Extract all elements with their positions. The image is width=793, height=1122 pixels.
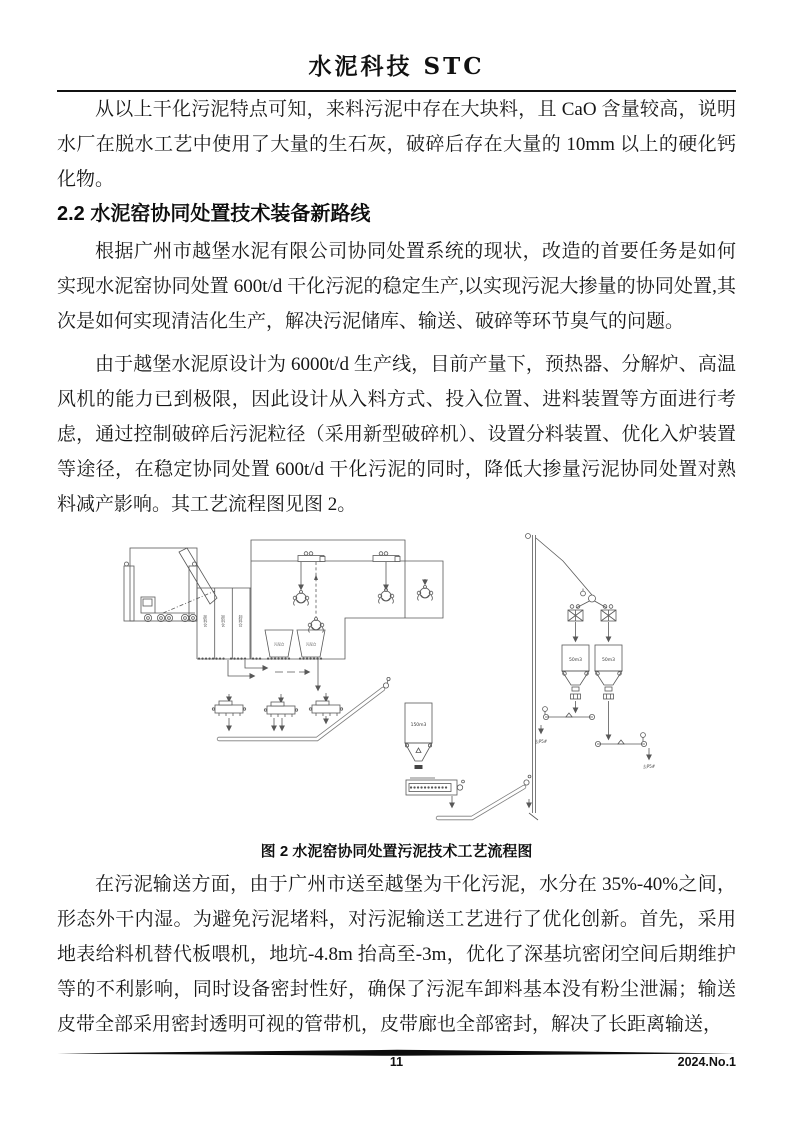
buffer-hopper-150m3	[405, 703, 432, 769]
distribution-system	[536, 538, 656, 769]
feed-bin-left	[562, 645, 589, 699]
buffer-hopper-label: 150m3	[410, 723, 427, 728]
paragraph-conveying: 在污泥输送方面，由于广州市送至越堡为干化污泥，水分在 35%-40%之间，形态外干内湿。为避免污泥堵料，对污泥输送工艺进行了优化创新。首先，采用地表给料机替代板喂机，地坑-4.8m 抬高至-3m，优化了深基坑密闭空间后期维护等的不利影响，同时设备密封性好，确保了污泥车卸料基本没有粉尘泄漏；输送皮带全部采用密封透明可视的管带机，皮带廊也全部密封，解决了长距离输送，	[57, 874, 736, 1035]
dosing-conveyor-left	[543, 713, 594, 720]
crane-trolley-2	[373, 552, 400, 562]
belt-feeder	[406, 778, 464, 807]
sludge-bin-2-label: 污泥仓	[305, 642, 317, 647]
rotary-feeder-right	[601, 605, 616, 621]
grab-bucket-icon	[293, 591, 309, 606]
footer-rule	[57, 1044, 736, 1052]
route-label-left: 去P5#	[534, 739, 548, 744]
transfer-tower	[526, 534, 548, 821]
paragraph-status: 根据广州市越堡水泥有限公司协同处置系统的现状，改造的首要任务是如何实现水泥窑协同处置 600t/d 干化污泥的稳定生产,以实现污泥大掺量的协同处置,其次是如何实现清洁化生产，解决污泥储库、输送、破碎等环节臭气的问题。	[57, 241, 736, 332]
figure-caption: 图 2 水泥窑协同处置污泥技术工艺流程图	[260, 843, 533, 860]
process-flow-diagram	[105, 518, 695, 848]
crusher-2	[264, 702, 297, 717]
tipping-trailer	[179, 548, 217, 604]
grab-bucket-icon	[417, 586, 433, 601]
transfer-arrows	[228, 659, 326, 702]
route-label-right: 去P5#	[642, 764, 656, 769]
dosing-conveyor-right	[595, 740, 646, 747]
silo-1-label: 卸料仓	[203, 615, 209, 627]
grab-bucket-icon	[378, 589, 394, 604]
silo-3-label: 卸料仓	[238, 615, 244, 627]
sludge-bin-1-label: 污泥仓	[273, 642, 285, 647]
crusher-units	[212, 701, 342, 730]
rotary-feeder-left	[568, 605, 583, 621]
paragraph-intro: 从以上干化污泥特点可知，来料污泥中存在大块料，且 CaO 含量较高，说明水厂在脱水工艺中使用了大量的生石灰，破碎后存在大量的 10mm 以上的硬化钙化物。	[57, 99, 736, 190]
paragraph-design: 由于越堡水泥原设计为 6000t/d 生产线，目前产量下，预热器、分解炉、高温风机的能力已到极限，因此设计从入料方式、投入位置、进料装置等方面进行考虑，通过控制破碎后污泥粒径（采用新型破碎机）、设置分料装置、优化入炉装置等途径，在稳定协同处置 600t/d 干化污泥的同时，降低大掺量污泥协同处置对熟料减产影响。其工艺流程图见图 2。	[57, 354, 736, 515]
unloading-shed	[124, 548, 197, 621]
journal-title: 水泥科技 STC	[308, 53, 485, 80]
issue-label: 2024.No.1	[677, 1055, 736, 1069]
crusher-3	[309, 701, 342, 716]
crane-trolley-1	[298, 552, 325, 562]
silo-2-label: 卸料仓	[221, 615, 226, 627]
crusher-1	[212, 701, 245, 716]
feed-bin-right	[595, 645, 622, 699]
feed-bin-right-label: 50m3	[602, 658, 615, 663]
page-number: 11	[389, 1055, 404, 1069]
sludge-storage-hall	[251, 540, 443, 659]
dump-truck	[141, 548, 217, 622]
section-heading-2-2: 2.2 水泥窑协同处置技术装备新路线	[57, 203, 371, 225]
unloading-silos	[197, 588, 251, 659]
feed-bin-left-label: 50m3	[569, 658, 582, 663]
figure-2-svg	[105, 518, 695, 848]
